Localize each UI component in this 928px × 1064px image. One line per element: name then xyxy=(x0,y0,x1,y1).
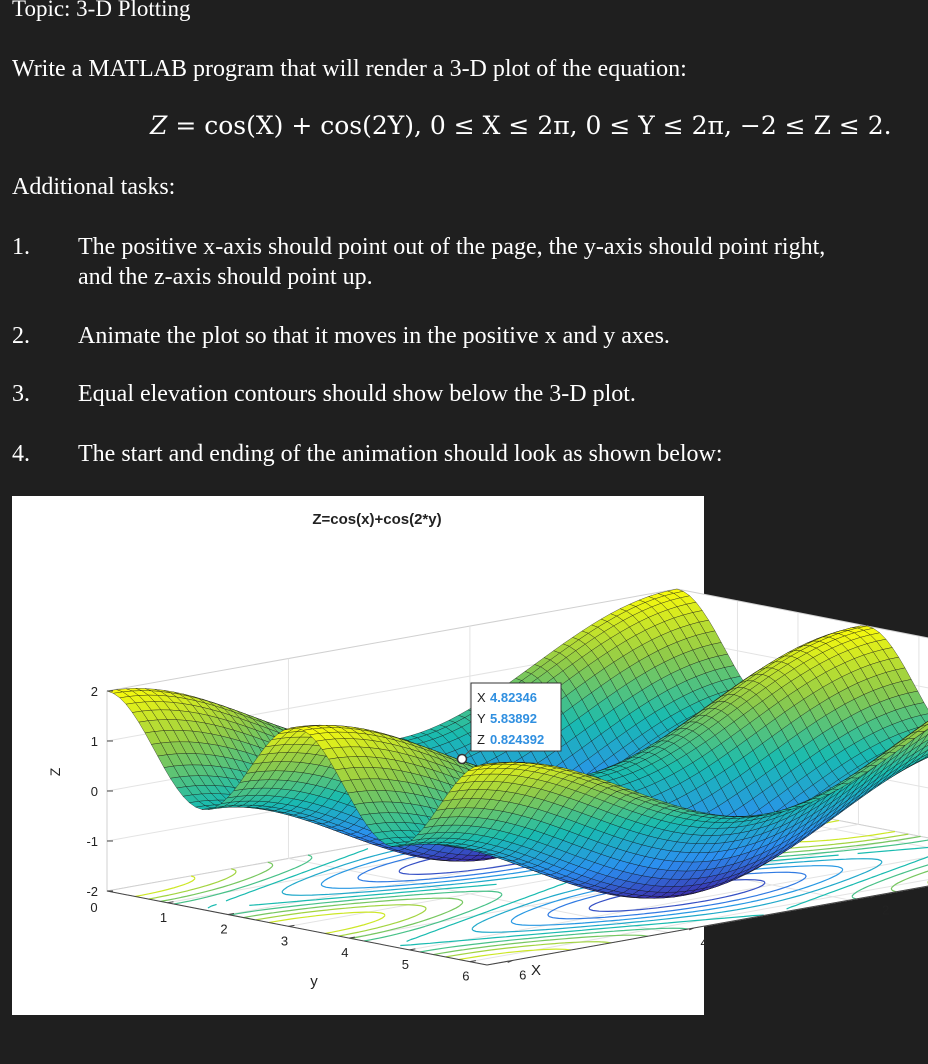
x-tick-label: 2 xyxy=(881,902,890,918)
y-tick-label: 5 xyxy=(401,956,410,972)
z-axis-label: Z xyxy=(47,767,63,777)
task-number: 1. xyxy=(12,234,30,260)
datatip-x-value: 4.82346 xyxy=(490,690,537,705)
topic-heading: Topic: 3-D Plotting xyxy=(12,0,191,21)
x-axis-label: X xyxy=(530,962,542,979)
y-tick-label: 6 xyxy=(462,968,470,984)
datatip-z-label: Z xyxy=(477,732,485,747)
task-text: Animate the plot so that it moves in the positive x and y axes. xyxy=(78,323,670,349)
datatip-z-value: 0.824392 xyxy=(490,732,545,747)
z-tick-label: -1 xyxy=(86,834,98,849)
equation-rhs: = cos(X) + cos(2Y), 0 ≤ X ≤ 2π, 0 ≤ Y ≤ 2π, −2 ≤ Z ≤ 2. xyxy=(167,111,892,140)
surface-plot xyxy=(12,496,890,1015)
chart-title: Z=cos(x)+cos(2*y) xyxy=(312,511,442,528)
y-tick-label: 3 xyxy=(280,933,289,949)
x-tick-label: 4 xyxy=(700,934,708,950)
z-tick-label: 2 xyxy=(90,684,98,699)
z-tick-label: -2 xyxy=(86,884,98,899)
matlab-figure xyxy=(12,496,890,1015)
y-tick-label: 1 xyxy=(159,909,168,925)
y-tick-label: 2 xyxy=(220,921,228,937)
y-axis-label: y xyxy=(310,973,318,990)
datatip-marker[interactable] xyxy=(458,755,467,764)
task-text: The start and ending of the animation should look as shown below: xyxy=(78,441,723,467)
datatip-x-label: X xyxy=(477,690,486,705)
equation xyxy=(150,111,892,140)
z-tick-label: 0 xyxy=(90,784,98,799)
datatip[interactable] xyxy=(458,683,562,764)
intro-text: Write a MATLAB program that will render a 3-D plot of the equation: xyxy=(12,56,687,82)
equation-lhs: Z xyxy=(150,111,168,140)
datatip-y-value: 5.83892 xyxy=(490,711,537,726)
y-origin-label: 0 xyxy=(90,900,98,915)
task-number: 3. xyxy=(12,381,30,407)
y-tick-label: 4 xyxy=(341,945,349,961)
x-tick-label: 6 xyxy=(519,967,527,983)
task-number: 4. xyxy=(12,441,30,467)
additional-tasks-heading: Additional tasks: xyxy=(12,174,176,200)
task-text: Equal elevation contours should show below the 3-D plot. xyxy=(78,381,636,407)
datatip-y-label: Y xyxy=(477,711,486,726)
z-tick-label: 1 xyxy=(90,734,98,749)
task-text: The positive x-axis should point out of the page, the y-axis should point right, and the z-axis should point up. xyxy=(78,234,826,290)
task-number: 2. xyxy=(12,323,30,349)
